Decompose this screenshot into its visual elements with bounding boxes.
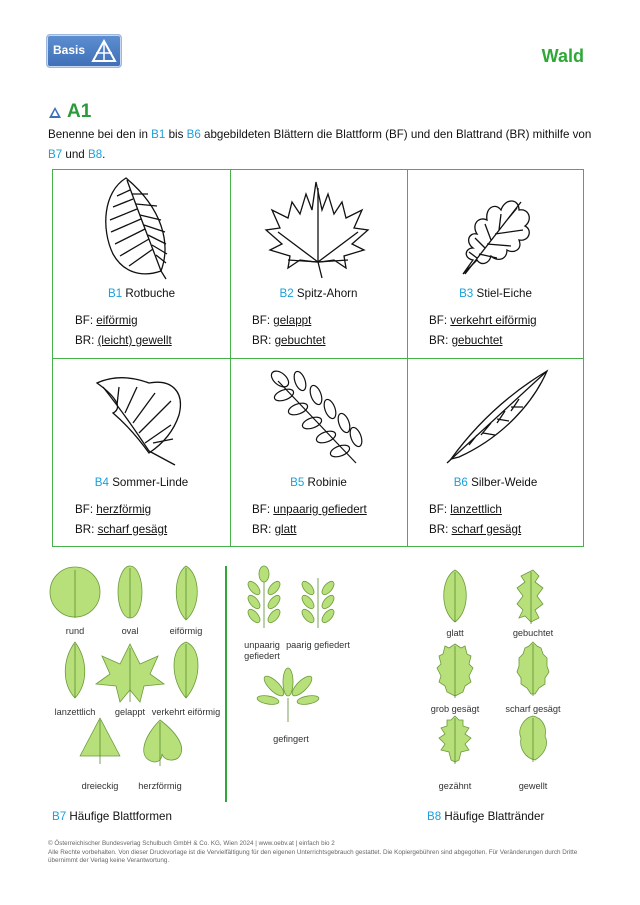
caption-ref: B7 xyxy=(52,810,67,823)
logo-text: Basis xyxy=(53,43,86,57)
pinnate-odd-leaf-icon xyxy=(246,566,282,628)
sinuate-margin-leaf-icon xyxy=(517,570,543,622)
leaf-margin-answer: gebuchtet xyxy=(451,334,503,347)
leaf-margin-answer: (leicht) gewellt xyxy=(97,334,172,347)
leaf-shape-answer: unpaarig gefiedert xyxy=(273,503,367,516)
leaf-cell-b3 xyxy=(407,170,584,359)
br-label: BR: xyxy=(252,523,272,536)
shape-label-gefingert: gefingert xyxy=(273,734,309,744)
leaf-shape-answer: eiförmig xyxy=(96,314,138,327)
leaf-caption xyxy=(407,476,584,489)
margin-label-glatt: glatt xyxy=(446,628,464,638)
caption-ref: B8 xyxy=(427,810,442,823)
leaf-bf-line xyxy=(75,503,151,516)
ovate-leaf-icon xyxy=(176,566,197,620)
shape-label-herzfoermig: herzförmig xyxy=(138,781,182,791)
bf-label: BF: xyxy=(429,503,448,516)
task-text-part: Benenne bei den in xyxy=(48,128,152,141)
leaf-name: Robinie xyxy=(307,476,347,489)
leaf-bf-line xyxy=(429,314,537,327)
shape-label-dreieckig: dreieckig xyxy=(81,781,119,791)
caption-text: Häufige Blattränder xyxy=(444,810,545,823)
leaf-caption xyxy=(53,287,230,300)
basis-logo xyxy=(46,34,122,68)
leaf-margin-answer: glatt xyxy=(274,523,297,536)
leaf-br-line xyxy=(429,523,521,536)
leaf-ref: B4 xyxy=(94,476,109,489)
br-label: BR: xyxy=(429,334,449,347)
shape-label-paarig-gefiedert: paarig gefiedert xyxy=(286,640,350,650)
ref-b6: B6 xyxy=(186,128,201,141)
figure-caption-b7 xyxy=(52,810,172,823)
bf-label: BF: xyxy=(75,503,94,516)
bf-label: BF: xyxy=(252,314,271,327)
leaf-name: Rotbuche xyxy=(125,287,176,300)
leaf-ref: B1 xyxy=(107,287,123,300)
footer-line: Alle Rechte vorbehalten. Von dieser Druckvorlage ist die Vervielfältigung für den eigenen Unterrichtsgebrauch gestattet. Die Kopiergebühren sind abgegolten. Für Veränderungen durch Dritte übernimmt der Verlag keine Verantwortung. xyxy=(48,848,578,865)
margin-label-gebuchtet: gebuchtet xyxy=(512,628,554,638)
margin-label-grob-gesaegt: grob gesägt xyxy=(430,704,480,714)
leaf-name: Spitz-Ahorn xyxy=(296,287,358,300)
leaf-ref: B5 xyxy=(290,476,305,489)
task-text-part: . xyxy=(102,148,106,161)
leaf-bf-line xyxy=(252,503,367,516)
copyright-footer xyxy=(48,840,608,866)
leaf-shape-answer: verkehrt eiförmig xyxy=(450,314,537,327)
leaf-caption xyxy=(53,476,230,489)
leaf-caption xyxy=(230,287,407,300)
linden-leaf-icon xyxy=(53,363,230,471)
task-text-part: und xyxy=(62,148,88,161)
oak-leaf-icon xyxy=(407,174,584,282)
leaf-shapes-figure xyxy=(40,560,230,790)
leaf-cell-b6 xyxy=(407,359,584,548)
triangle-logo-icon xyxy=(91,39,117,63)
bf-label: BF: xyxy=(429,314,448,327)
section-title: Wald xyxy=(541,46,584,66)
leaf-caption xyxy=(407,287,584,300)
caption-text: Häufige Blattformen xyxy=(69,810,172,823)
br-label: BR: xyxy=(75,334,95,347)
leaf-margin-answer: gebuchtet xyxy=(274,334,326,347)
leaf-margins-figure xyxy=(425,566,565,766)
ref-b8: B8 xyxy=(87,148,103,161)
margin-label-gewellt: gewellt xyxy=(518,781,548,791)
leaf-shape-answer: gelappt xyxy=(273,314,312,327)
leaf-cell-b4 xyxy=(53,359,230,548)
leaf-name: Silber-Weide xyxy=(471,476,538,489)
leaf-ref: B2 xyxy=(279,287,294,300)
maple-leaf-icon xyxy=(230,174,407,282)
leaf-cell-b1 xyxy=(53,170,230,359)
task-text xyxy=(48,125,593,165)
palmate-leaf-icon xyxy=(256,668,319,722)
robinia-leaf-icon xyxy=(230,363,407,471)
ref-b7: B7 xyxy=(48,148,63,161)
task-triangle-icon xyxy=(48,106,62,119)
leaf-br-line xyxy=(75,334,172,347)
leaf-name: Stiel-Eiche xyxy=(476,287,532,300)
leaf-ref: B3 xyxy=(459,287,474,300)
shape-label-oval: oval xyxy=(121,626,139,636)
shape-label-lanzettlich: lanzettlich xyxy=(54,707,96,717)
shape-label-gelappt: gelappt xyxy=(114,707,146,717)
beech-leaf-icon xyxy=(53,174,230,282)
leaf-br-line xyxy=(252,523,296,536)
br-label: BR: xyxy=(75,523,95,536)
task-text-part: abgebildeten Blättern die Blattform (BF) und den Blattrand (BR) mithilfe von xyxy=(200,128,592,141)
leaf-cell-b2 xyxy=(230,170,407,359)
leaf-bf-line xyxy=(75,314,138,327)
bf-label: BF: xyxy=(75,314,94,327)
heart-leaf-icon xyxy=(144,720,182,762)
leaf-table xyxy=(52,169,584,547)
ref-b1: B1 xyxy=(151,128,166,141)
leaf-caption xyxy=(230,476,407,489)
willow-leaf-icon xyxy=(407,363,584,471)
leaf-br-line xyxy=(252,334,326,347)
divider-line xyxy=(225,566,227,802)
pinnate-even-leaf-icon xyxy=(300,578,336,628)
leaf-br-line xyxy=(75,523,167,536)
shape-label-verkehrt-eifoermig: verkehrt eiförmig xyxy=(151,707,221,717)
leaf-ref: B6 xyxy=(453,476,468,489)
leaf-margin-answer: scharf gesägt xyxy=(451,523,522,536)
figure-caption-b8 xyxy=(427,810,544,823)
leaf-cell-b5 xyxy=(230,359,407,548)
margin-label-scharf-gesaegt: scharf gesägt xyxy=(505,704,561,714)
task-heading xyxy=(48,101,91,123)
task-number: A1 xyxy=(67,101,92,122)
leaf-bf-line xyxy=(429,503,502,516)
br-label: BR: xyxy=(429,523,449,536)
footer-line: © Österreichischer Bundesverlag Schulbuch GmbH & Co. KG, Wien 2024 | www.oebv.at | einfach bio 2 xyxy=(48,840,335,847)
shape-label-rund: rund xyxy=(65,626,85,636)
task-text-part: bis xyxy=(165,128,187,141)
leaf-shape-answer: herzförmig xyxy=(96,503,152,516)
bf-label: BF: xyxy=(252,503,271,516)
shape-label-unpaarig-gefiedert: unpaarig gefiedert xyxy=(244,640,280,661)
leaf-name: Sommer-Linde xyxy=(112,476,189,489)
margin-label-gezaehnt: gezähnt xyxy=(438,781,472,791)
br-label: BR: xyxy=(252,334,272,347)
shape-label-eifoermig: eiförmig xyxy=(169,626,203,636)
leaf-bf-line xyxy=(252,314,311,327)
leaf-margin-answer: scharf gesägt xyxy=(97,523,168,536)
leaf-br-line xyxy=(429,334,503,347)
leaf-shape-answer: lanzettlich xyxy=(450,503,502,516)
